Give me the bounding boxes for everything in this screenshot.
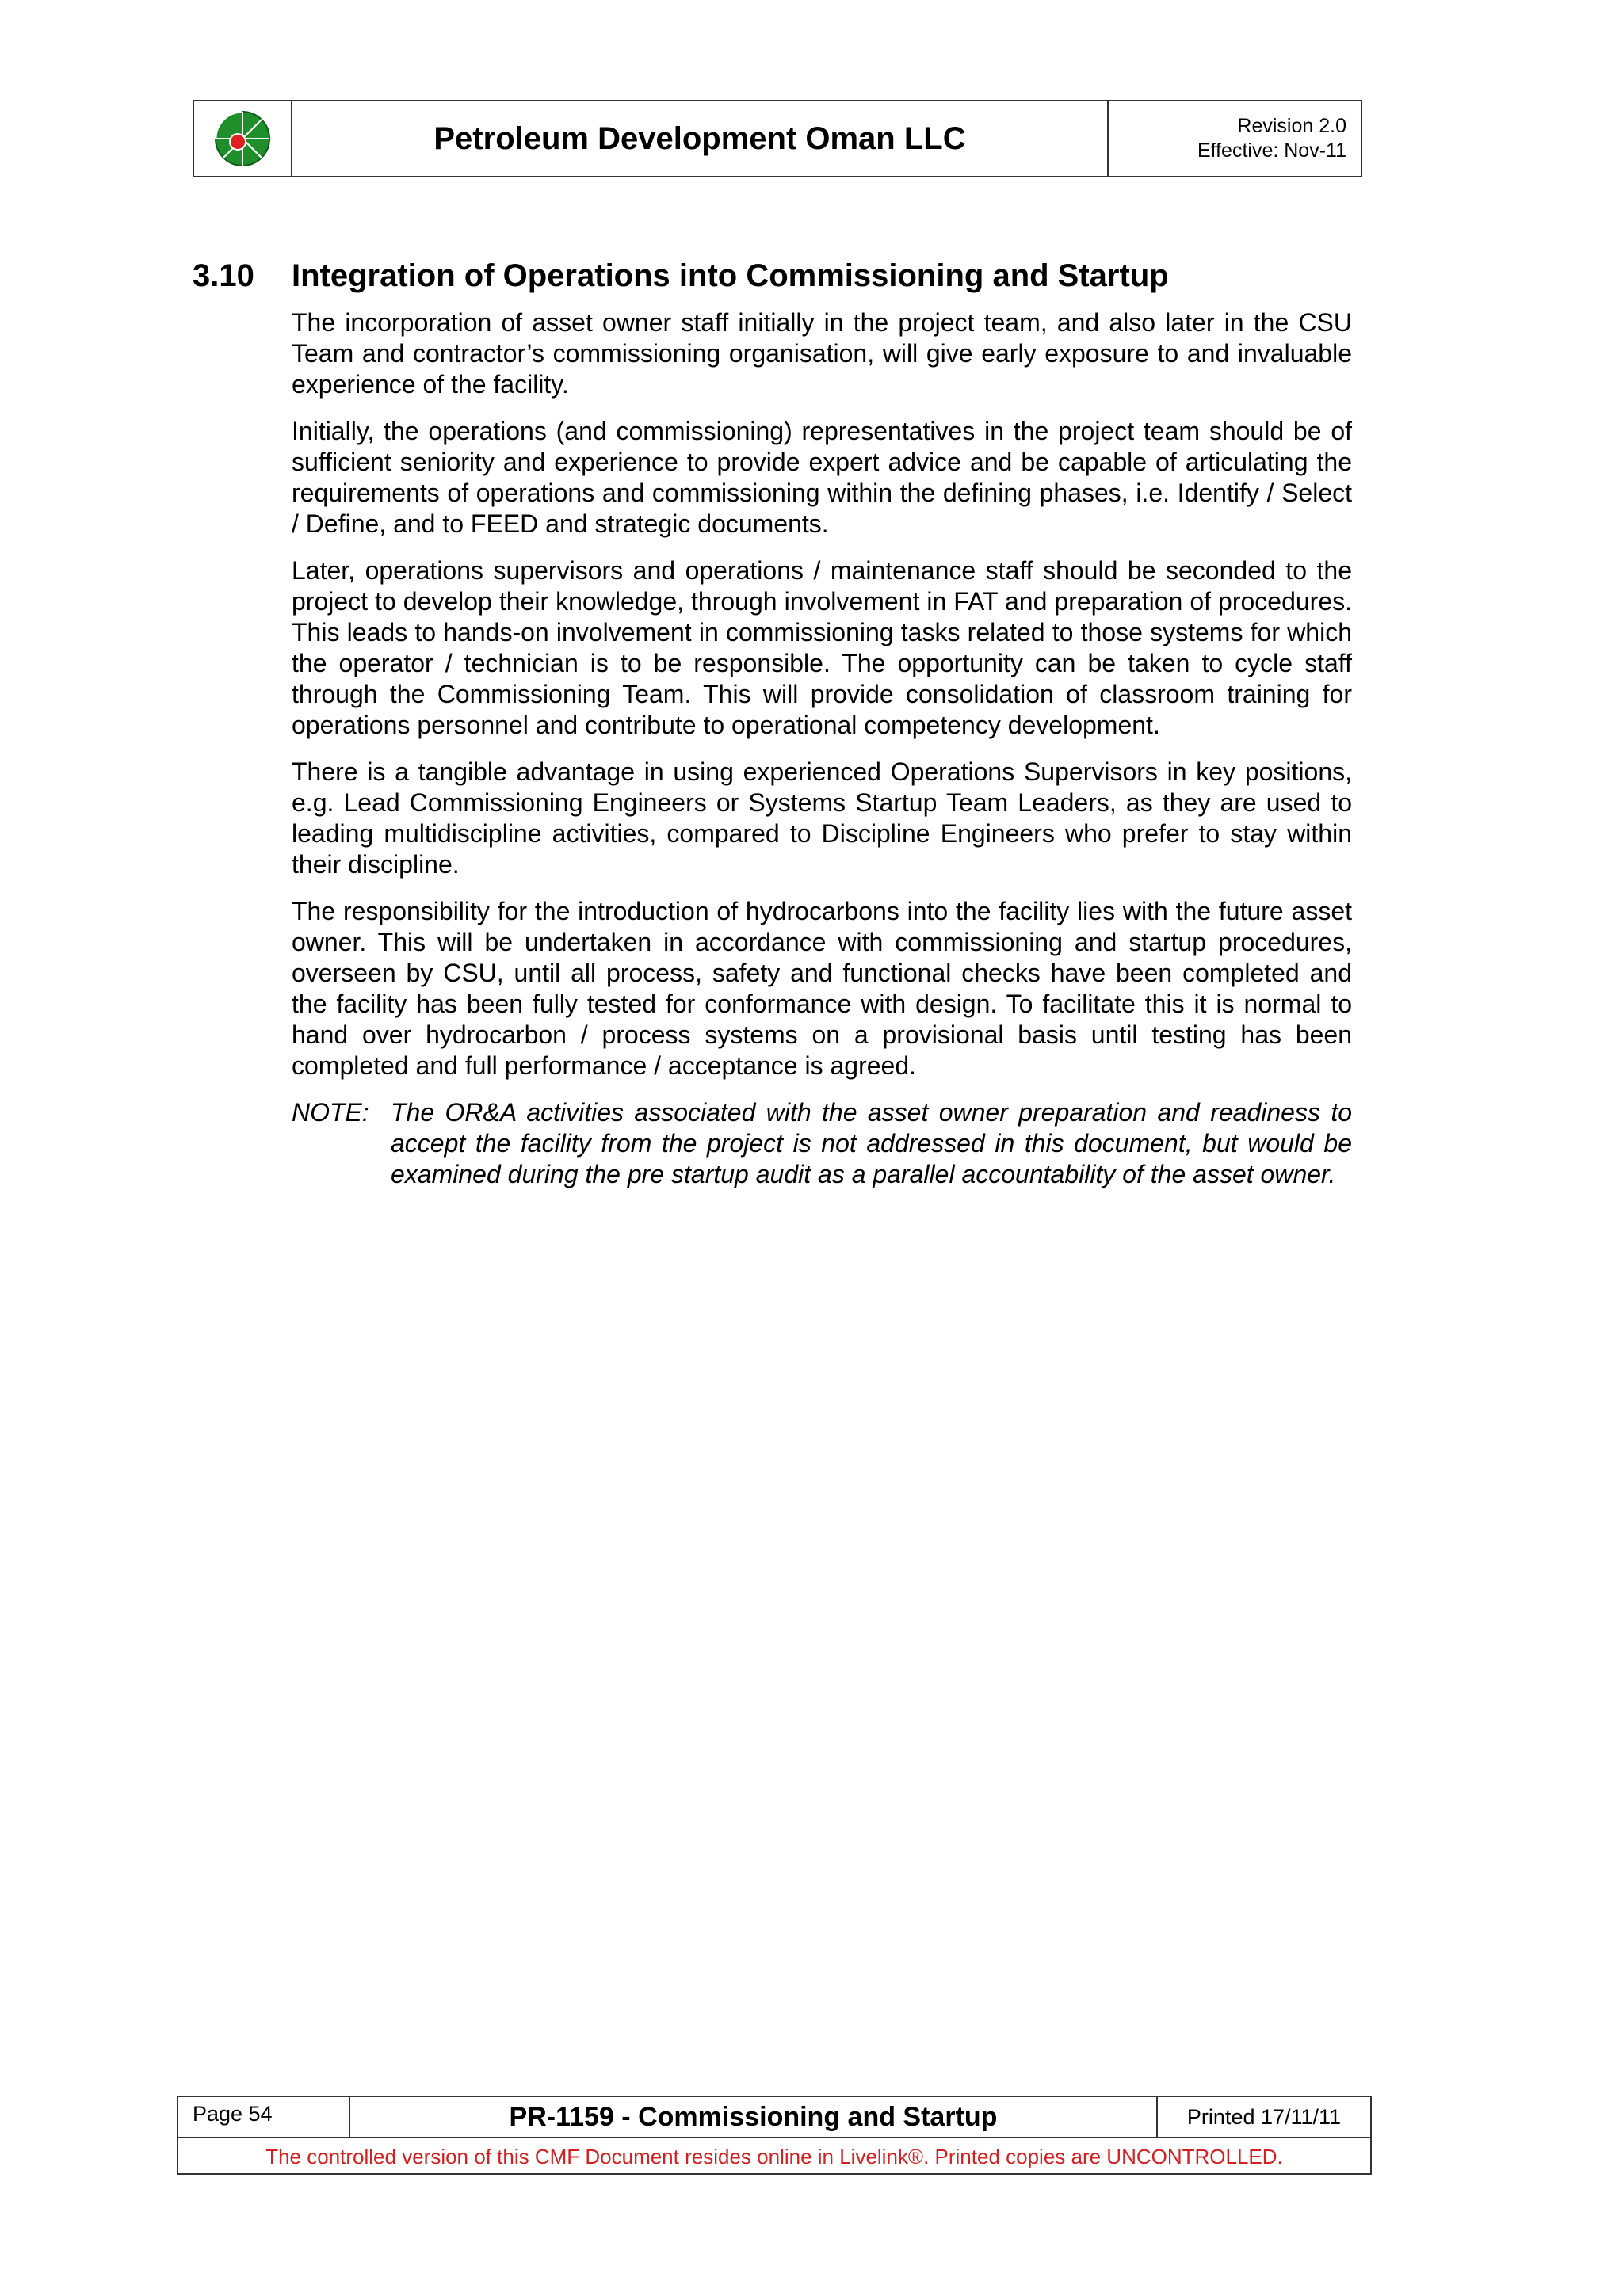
- section-heading: [193, 255, 1352, 296]
- revision-label: Revision 2.0: [1237, 115, 1346, 137]
- paragraph: Initially, the operations (and commissioning) representatives in the project team should be of sufficient seniority and experience to provide expert advice and be capable of articulating the requirements of operations and commissioning within the defining phases, i.e. Identify / Select / Define, and to FEED and strategic documents.: [292, 417, 1352, 538]
- logo-cell: [194, 101, 292, 176]
- company-name: Petroleum Development Oman LLC: [292, 101, 1109, 176]
- paragraph: Later, operations supervisors and operations / maintenance staff should be seconded to the project to develop their knowledge, through involvement in FAT and preparation of procedures. This leads to hands-on involvement in commissioning tasks related to those systems for which the operator / technician is to be responsible. The opportunity can be taken to cycle staff through the Commissioning Team. This will provide consolidation of classroom training for operations personnel and contribute to operational competency development.: [292, 556, 1352, 739]
- effective-date: Effective: Nov-11: [1197, 139, 1346, 162]
- section-title: Integration of Operations into Commissioning and Startup: [292, 258, 1169, 293]
- page-header: [193, 100, 1362, 177]
- section-number: 3.10: [193, 258, 254, 293]
- paragraph: The responsibility for the introduction of hydrocarbons into the facility lies with the future asset owner. This will be undertaken in accordance with commissioning and startup procedures, overseen by CSU, until all process, safety and functional checks have been completed and the facility has been fully tested for conformance with design. To facilitate this it is normal to hand over hydrocarbon / process systems on a provisional basis until testing has been completed and full performance / acceptance is agreed.: [292, 897, 1352, 1080]
- printed-date: Printed 17/11/11: [1186, 2104, 1342, 2129]
- section-3-10: [193, 255, 1352, 1190]
- note: [292, 1097, 1352, 1190]
- paragraph: There is a tangible advantage in using experienced Operations Supervisors in key positions, e.g. Lead Commissioning Engineers or Systems Startup Team Leaders, as they are used to leading multidiscipline activities, compared to Discipline Engineers who prefer to stay within their discipline.: [292, 757, 1352, 879]
- uncontrolled-disclaimer: The controlled version of this CMF Document resides online in Livelink®. Printed copies are UNCONTROLLED.: [265, 2144, 1283, 2168]
- revision-info: [1109, 101, 1361, 176]
- section-body: [292, 307, 1352, 1190]
- pdo-logo: [212, 108, 273, 170]
- paragraph: The incorporation of asset owner staff initially in the project team, and also later in the CSU Team and contractor’s commissioning organisation, will give early exposure to and invaluable experience of the facility.: [292, 308, 1352, 399]
- footer-row: [178, 2097, 1370, 2138]
- page-footer: [177, 2096, 1372, 2175]
- document-title: PR-1159 - Commissioning and Startup: [350, 2097, 1158, 2137]
- note-text: The OR&A activities associated with the asset owner preparation and readiness to accept the facility from the project is not addressed in this document, but would be examined during the pre startup audit as a parallel accountability of the asset owner.: [391, 1098, 1352, 1188]
- note-label: NOTE:: [292, 1098, 369, 1127]
- page-number: Page 54: [178, 2097, 350, 2137]
